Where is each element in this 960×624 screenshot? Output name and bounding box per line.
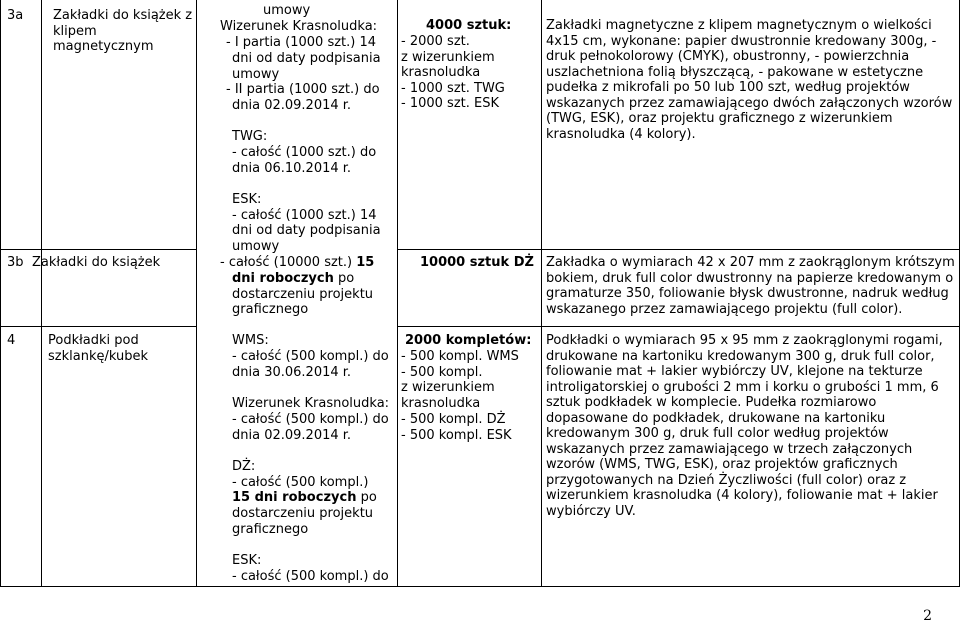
deadline-line-19: WMS: bbox=[232, 333, 269, 348]
deadline-line-16b: po bbox=[333, 271, 355, 286]
quantity-line-3a-4: - 1000 szt. TWG bbox=[401, 81, 505, 96]
row-divider-3b-top bbox=[0, 249, 196, 250]
deadline-line-13: dni od daty podpisania bbox=[232, 223, 381, 238]
deadline-line-14: umowy bbox=[232, 239, 280, 254]
deadline-line-21: dnia 30.06.2014 r. bbox=[232, 365, 352, 380]
deadline-line-15b: 15 bbox=[356, 255, 375, 270]
deadline-line-12: - całość (1000 szt.) 14 bbox=[232, 208, 377, 223]
deadline-line-6: - II partia (1000 szt.) do bbox=[226, 82, 380, 97]
deadline-line-25: DŻ: bbox=[232, 459, 256, 474]
quantity-title-3a: 4000 sztuk: bbox=[426, 18, 512, 33]
quantity-line-4-3: z wizerunkiem bbox=[401, 380, 495, 395]
item-name-4: Podkładki pod szklankę/kubek bbox=[48, 333, 148, 364]
quantity-line-3a-1: - 2000 szt. bbox=[401, 34, 470, 49]
deadline-line-28: dostarczeniu projektu bbox=[232, 506, 374, 521]
table-border-bottom bbox=[0, 586, 960, 587]
row-divider-4-top bbox=[0, 326, 196, 327]
deadline-line-15 bbox=[220, 255, 374, 271]
description-3b: Zakładka o wymiarach 42 x 207 mm z zaokrąglonym krótszym bokiem, druk full color dwustronny na papierze kredowanym o gramaturze 350, foliowanie błysk dwustronne, nadruk według wskazanego przez zamawiającego projektu (full color). bbox=[546, 255, 955, 317]
deadline-line-27 bbox=[232, 490, 377, 506]
deadline-line-8: TWG: bbox=[232, 129, 268, 144]
description-3a: Zakładki magnetyczne z klipem magnetycznym o wielkości 4x15 cm, wykonane: papier dwustronnie kredowany 300g, - druk pełnokolorowy (CMYK), obustronny, - powierzchnia uszlachetniona folią błyszczącą, - pakowane w estetyczne pudełka z mikrofali po 50 lub 100 szt, według projektów wskazanych przez zamawiającego dwóch załączonych wzorów (TWG, ESK), oraz projektu graficznego z wizerunkiem krasnoludka (4 kolory). bbox=[546, 18, 953, 142]
deadline-line-27b: po bbox=[356, 490, 377, 505]
quantity-line-3a-5: - 1000 szt. ESK bbox=[401, 96, 499, 111]
deadline-line-7: dnia 02.09.2014 r. bbox=[232, 98, 352, 113]
page-number: 2 bbox=[923, 608, 932, 624]
column-divider-2 bbox=[196, 0, 197, 587]
quantity-line-3a-2: z wizerunkiem bbox=[401, 50, 495, 65]
deadline-line-23: - całość (500 kompl.) do bbox=[232, 412, 389, 427]
deadline-line-9: - całość (1000 szt.) do bbox=[232, 145, 377, 160]
deadline-line-2: Wizerunek Krasnoludka: bbox=[220, 19, 378, 34]
quantity-line-4-4: krasnoludka bbox=[401, 396, 481, 411]
deadline-line-22: Wizerunek Krasnoludka: bbox=[232, 396, 390, 411]
deadline-line-1: umowy bbox=[263, 3, 311, 18]
deadline-line-15a: - całość (10000 szt.) bbox=[220, 255, 357, 270]
deadline-line-26: - całość (500 kompl.) bbox=[232, 475, 369, 490]
table-border-left bbox=[0, 0, 1, 587]
item-name-3a: Zakładki do książek z klipem magnetycznym bbox=[53, 8, 193, 54]
quantity-line-4-6: - 500 kompl. ESK bbox=[401, 428, 512, 443]
deadline-line-27a: 15 dni roboczych bbox=[232, 490, 357, 505]
deadline-line-20: - całość (500 kompl.) do bbox=[232, 349, 389, 364]
deadline-line-16a: dni roboczych bbox=[232, 271, 334, 286]
deadline-line-18: graficznego bbox=[232, 302, 309, 317]
quantity-line-4-2: - 500 kompl. bbox=[401, 365, 483, 380]
column-divider-4 bbox=[541, 0, 542, 587]
deadline-line-31: - całość (500 kompl.) do bbox=[232, 569, 389, 584]
row-divider-3b-top-right bbox=[397, 249, 960, 250]
quantity-line-4-5: - 500 kompl. DŻ bbox=[401, 412, 506, 427]
deadline-line-29: graficznego bbox=[232, 522, 309, 537]
description-4: Podkładki o wymiarach 95 x 95 mm z zaokrąglonymi rogami, drukowane na kartoniku kredowanym 300 g, druk full color, foliowanie mat + lakier wybiórczy UV, klejone na tekturze introligatorskiej o grubości 2 mm i korku o grubości 1 mm, 6 sztuk podkładek w komplecie. Pudełka rozmiarowo dopasowane do podkładek, drukowane na kartoniku kredowanym 300 g, druk full color według projektów wskazanych przez zamawiającego w trzech załączonych wzorów (WMS, TWG, ESK), oraz projektów graficznych przygotowanych na Dzień Życzliwości (full color) oraz z wizerunkiem krasnoludka (4 kolory), foliowanie mat + lakier wybiórczy UV. bbox=[546, 333, 943, 519]
deadline-line-10: dnia 06.10.2014 r. bbox=[232, 161, 352, 176]
deadline-line-16 bbox=[232, 271, 354, 287]
deadline-line-5: umowy bbox=[232, 67, 280, 82]
row-divider-4-top-right bbox=[397, 326, 960, 327]
quantity-line-4-1: - 500 kompl. WMS bbox=[401, 349, 519, 364]
item-name-3b: Zakładki do książek bbox=[32, 255, 161, 270]
deadline-line-30: ESK: bbox=[232, 553, 262, 568]
row-number-3a: 3a bbox=[7, 8, 24, 23]
deadline-line-17: dostarczeniu projektu bbox=[232, 287, 374, 302]
quantity-title-4: 2000 kompletów: bbox=[405, 333, 532, 348]
deadline-line-11: ESK: bbox=[232, 192, 262, 207]
row-number-4: 4 bbox=[7, 333, 16, 348]
column-divider-1 bbox=[41, 0, 42, 587]
deadline-line-24: dnia 02.09.2014 r. bbox=[232, 428, 352, 443]
quantity-line-3a-3: krasnoludka bbox=[401, 65, 481, 80]
column-divider-3 bbox=[397, 0, 398, 587]
deadline-line-4: dni od daty podpisania bbox=[232, 51, 381, 66]
deadline-line-3: - I partia (1000 szt.) 14 bbox=[226, 35, 377, 50]
row-number-3b: 3b bbox=[7, 255, 24, 270]
quantity-title-3b: 10000 sztuk DŻ bbox=[420, 255, 534, 270]
